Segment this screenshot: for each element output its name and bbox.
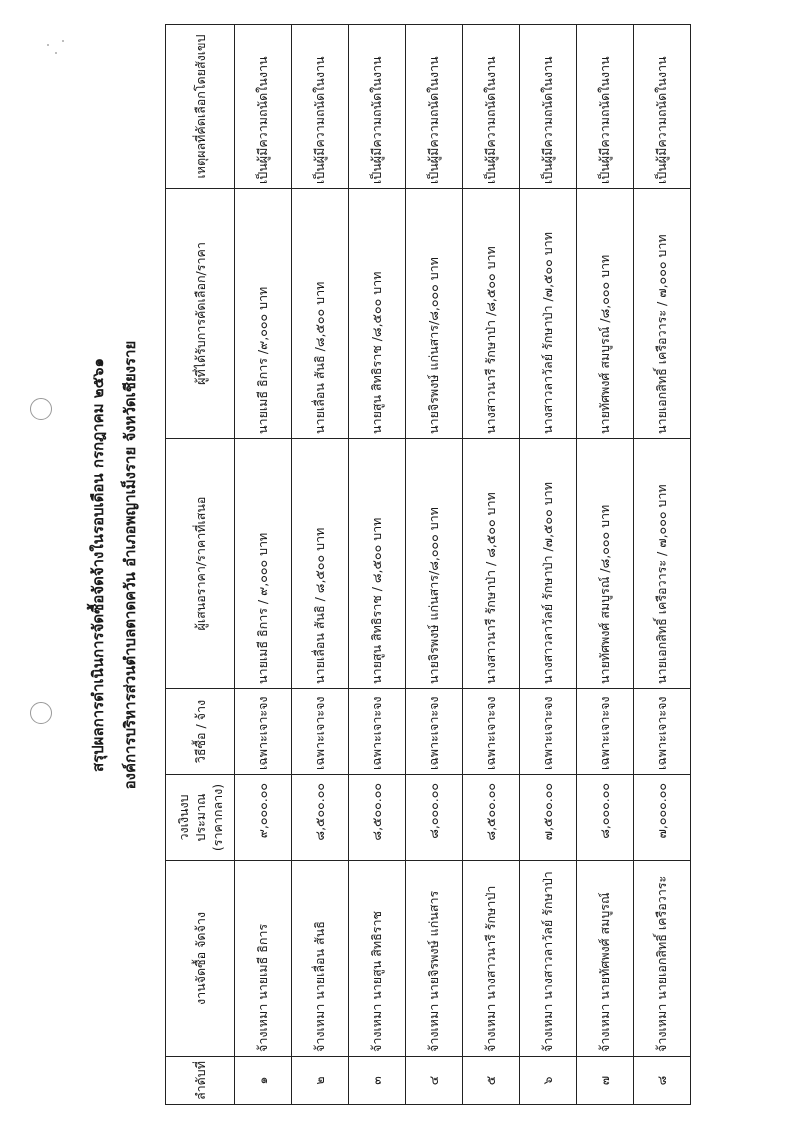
cell-work: จ้างเหมา นายเอกสิทธิ์ เครือวาระ	[634, 861, 691, 1057]
cell-method: เฉพาะเจาะจง	[406, 689, 463, 775]
cell-bidders: นางสาวลาวัลย์ รักษาป่า /๗,๕๐๐ บาท	[520, 439, 577, 689]
cell-no: ๓	[349, 1057, 406, 1105]
cell-winner: นางสาวนารี รักษาป่า /๘,๕๐๐ บาท	[463, 189, 520, 439]
rotated-sheet	[60, 25, 760, 1105]
header-winner: ผู้ที่ได้รับการคัดเลือก/ราคา	[166, 189, 235, 439]
cell-method: เฉพาะเจาะจง	[349, 689, 406, 775]
table-row	[520, 25, 577, 1105]
cell-no: ๕	[463, 1057, 520, 1105]
cell-reason: เป็นผู้มีความถนัดในงาน	[634, 25, 691, 189]
header-work: งานจัดซื้อ จัดจ้าง	[166, 861, 235, 1057]
cell-winner: นางสาวลาวัลย์ รักษาป่า /๗,๕๐๐ บาท	[520, 189, 577, 439]
table-row	[406, 25, 463, 1105]
table-row	[577, 25, 634, 1105]
document-title: สรุปผลการดำเนินการจัดซื้อจัดจ้างในรอบเดือน กรกฎาคม ๒๕๖๑	[89, 357, 107, 773]
cell-winner: นายเมธี ธิการ /๙,๐๐๐ บาท	[235, 189, 292, 439]
header-no: ลำดับที่	[166, 1057, 235, 1105]
cell-winner: นายเอกสิทธิ์ เครือวาระ / ๗,๐๐๐ บาท	[634, 189, 691, 439]
document-header	[60, 25, 155, 1105]
cell-winner: นายทัศพงศ์ สมบูรณ์ /๘,๐๐๐ บาท	[577, 189, 634, 439]
header-budget: วงเงินงบประมาณ (ราคากลาง)	[166, 775, 235, 861]
header-bidders: ผู้เสนอราคา/ราคาที่เสนอ	[166, 439, 235, 689]
cell-reason: เป็นผู้มีความถนัดในงาน	[577, 25, 634, 189]
cell-reason: เป็นผู้มีความถนัดในงาน	[349, 25, 406, 189]
cell-bidders: นายเลื่อน สันธิ / ๘,๕๐๐ บาท	[292, 439, 349, 689]
cell-bidders: นายทัศพงศ์ สมบูรณ์ /๘,๐๐๐ บาท	[577, 439, 634, 689]
cell-work: จ้างเหมา นายเมธี ธิการ	[235, 861, 292, 1057]
header-method: วิธีซื้อ / จ้าง	[166, 689, 235, 775]
cell-work: จ้างเหมา นางสาวลาวัลย์ รักษาป่า	[520, 861, 577, 1057]
table-row	[292, 25, 349, 1105]
cell-bidders: นายเมธี ธิการ / ๙,๐๐๐ บาท	[235, 439, 292, 689]
cell-no: ๘	[634, 1057, 691, 1105]
header-reason: เหตุผลที่คัดเลือกโดยสังเขป	[166, 25, 235, 189]
cell-method: เฉพาะเจาะจง	[235, 689, 292, 775]
punch-hole-bottom	[30, 702, 52, 724]
cell-method: เฉพาะเจาะจง	[463, 689, 520, 775]
procurement-table	[165, 24, 691, 1105]
cell-no: ๒	[292, 1057, 349, 1105]
cell-work: จ้างเหมา นายเลื่อน สันธิ	[292, 861, 349, 1057]
cell-budget: ๘,๕๐๐.๐๐	[349, 775, 406, 861]
cell-reason: เป็นผู้มีความถนัดในงาน	[463, 25, 520, 189]
cell-work: จ้างเหมา นายจิรพงษ์ แก่นสาร	[406, 861, 463, 1057]
cell-budget: ๙,๐๐๐.๐๐	[235, 775, 292, 861]
table-row	[349, 25, 406, 1105]
table-row	[235, 25, 292, 1105]
cell-method: เฉพาะเจาะจง	[292, 689, 349, 775]
table-row	[634, 25, 691, 1105]
table-header-row	[166, 25, 235, 1105]
cell-work: จ้างเหมา นายสูน สิทธิราช	[349, 861, 406, 1057]
cell-no: ๑	[235, 1057, 292, 1105]
cell-reason: เป็นผู้มีความถนัดในงาน	[406, 25, 463, 189]
cell-winner: นายสูน สิทธิราช /๘,๕๐๐ บาท	[349, 189, 406, 439]
table-row	[463, 25, 520, 1105]
cell-bidders: นายจิรพงษ์ แก่นสาร/๘,๐๐๐ บาท	[406, 439, 463, 689]
cell-work: จ้างเหมา นายทัศพงศ์ สมบูรณ์	[577, 861, 634, 1057]
cell-budget: ๗,๐๐๐.๐๐	[634, 775, 691, 861]
cell-no: ๗	[577, 1057, 634, 1105]
cell-method: เฉพาะเจาะจง	[577, 689, 634, 775]
cell-bidders: นายเอกสิทธิ์ เครือวาระ / ๗,๐๐๐ บาท	[634, 439, 691, 689]
cell-no: ๔	[406, 1057, 463, 1105]
cell-budget: ๘,๐๐๐.๐๐	[406, 775, 463, 861]
scan-speck	[47, 44, 49, 46]
cell-no: ๖	[520, 1057, 577, 1105]
punch-hole-top	[30, 398, 52, 420]
cell-budget: ๘,๐๐๐.๐๐	[577, 775, 634, 861]
cell-work: จ้างเหมา นางสาวนารี รักษาป่า	[463, 861, 520, 1057]
cell-budget: ๗,๕๐๐.๐๐	[520, 775, 577, 861]
cell-winner: นายจิรพงษ์ แก่นสาร/๘,๐๐๐ บาท	[406, 189, 463, 439]
cell-method: เฉพาะเจาะจง	[634, 689, 691, 775]
scan-speck	[55, 52, 57, 54]
cell-reason: เป็นผู้มีความถนัดในงาน	[235, 25, 292, 189]
cell-winner: นายเลื่อน สันธิ /๘,๕๐๐ บาท	[292, 189, 349, 439]
document-subtitle: องค์การบริหารส่วนตำบลตาดควัน อำเภอพญาเม็งราย จังหวัดเชียงราย	[121, 340, 139, 790]
cell-reason: เป็นผู้มีความถนัดในงาน	[292, 25, 349, 189]
cell-reason: เป็นผู้มีความถนัดในงาน	[520, 25, 577, 189]
cell-budget: ๘,๕๐๐.๐๐	[463, 775, 520, 861]
cell-method: เฉพาะเจาะจง	[520, 689, 577, 775]
cell-budget: ๘,๕๐๐.๐๐	[292, 775, 349, 861]
cell-bidders: นางสาวนารี รักษาป่า / ๘,๕๐๐ บาท	[463, 439, 520, 689]
cell-bidders: นายสูน สิทธิราช / ๘,๕๐๐ บาท	[349, 439, 406, 689]
